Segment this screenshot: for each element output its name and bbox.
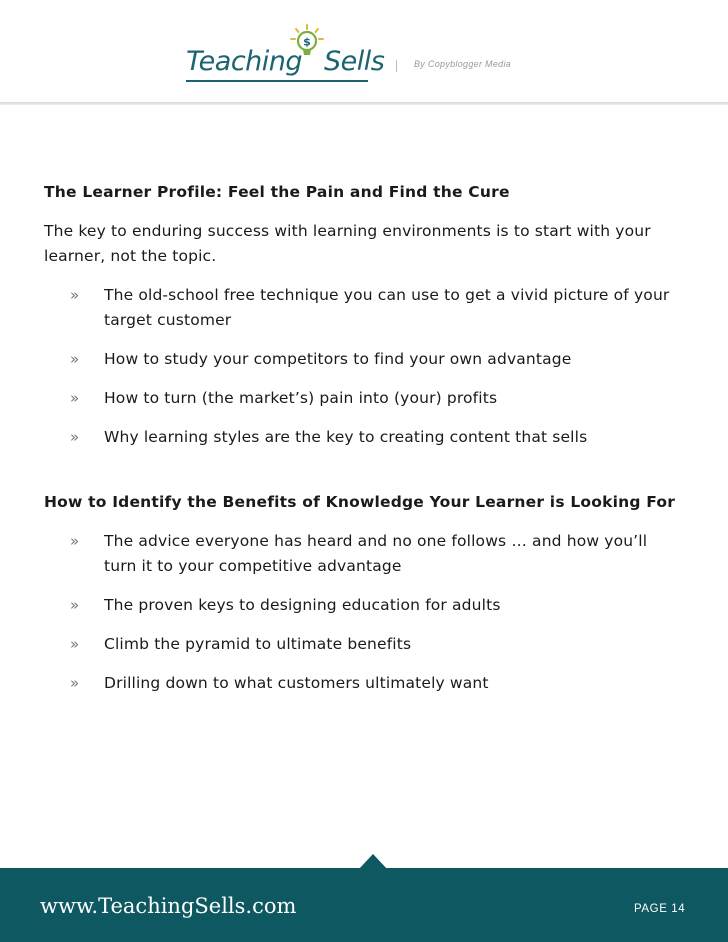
page-header	[0, 0, 728, 104]
byline: By Copyblogger Media	[414, 59, 512, 69]
bullet-chevron-icon: »	[70, 286, 80, 304]
bullet-chevron-icon: »	[70, 674, 80, 692]
list-item	[44, 386, 684, 411]
list-item	[44, 425, 684, 450]
list-item	[44, 671, 684, 696]
list-item-text: The proven keys to designing education for adults	[104, 596, 501, 614]
section-heading: The Learner Profile: Feel the Pain and Find the Cure	[44, 183, 510, 201]
logo-underline	[186, 80, 368, 82]
list-item-text: How to study your competitors to find your own advantage	[104, 350, 572, 368]
list-item-text: Climb the pyramid to ultimate benefits	[104, 635, 412, 653]
bullet-chevron-icon: »	[70, 350, 80, 368]
logo-word-sells: Sells	[324, 46, 385, 77]
list-item-text: Drilling down to what customers ultimately want	[104, 674, 489, 692]
bullet-chevron-icon: »	[70, 596, 80, 614]
bullet-list	[44, 283, 684, 450]
header-separator	[396, 60, 397, 72]
section-learner-profile	[44, 180, 684, 450]
section-heading: How to Identify the Benefits of Knowledge Your Learner is Looking For	[44, 493, 676, 511]
list-item-text: Why learning styles are the key to creating content that sells	[104, 428, 588, 446]
section-identify-benefits	[44, 490, 684, 696]
bullet-list	[44, 529, 684, 696]
logo-wordmark	[186, 46, 384, 77]
header-divider	[0, 102, 728, 105]
section-intro: The key to enduring success with learning environments is to start with your learner, not the topic.	[44, 222, 651, 265]
bullet-chevron-icon: »	[70, 635, 80, 653]
bullet-chevron-icon: »	[70, 389, 80, 407]
list-item-text: How to turn (the market’s) pain into (your) profits	[104, 389, 498, 407]
list-item-text: The advice everyone has heard and no one follows … and how you’ll turn it to your competitive advantage	[104, 532, 648, 575]
list-item	[44, 283, 684, 333]
list-item-text: The old-school free technique you can use to get a vivid picture of your target customer	[104, 286, 670, 329]
page-number: PAGE 14	[634, 903, 686, 915]
footer-website-link[interactable]: www.TeachingSells.com	[40, 894, 297, 918]
page-content	[44, 180, 684, 710]
teaching-sells-logo	[186, 24, 385, 84]
list-item	[44, 632, 684, 657]
logo-word-teaching: Teaching	[186, 46, 303, 77]
list-item	[44, 347, 684, 372]
list-item	[44, 529, 684, 579]
list-item	[44, 593, 684, 618]
bullet-chevron-icon: »	[70, 532, 80, 550]
bullet-chevron-icon: »	[70, 428, 80, 446]
svg-text:$: $	[303, 35, 311, 49]
